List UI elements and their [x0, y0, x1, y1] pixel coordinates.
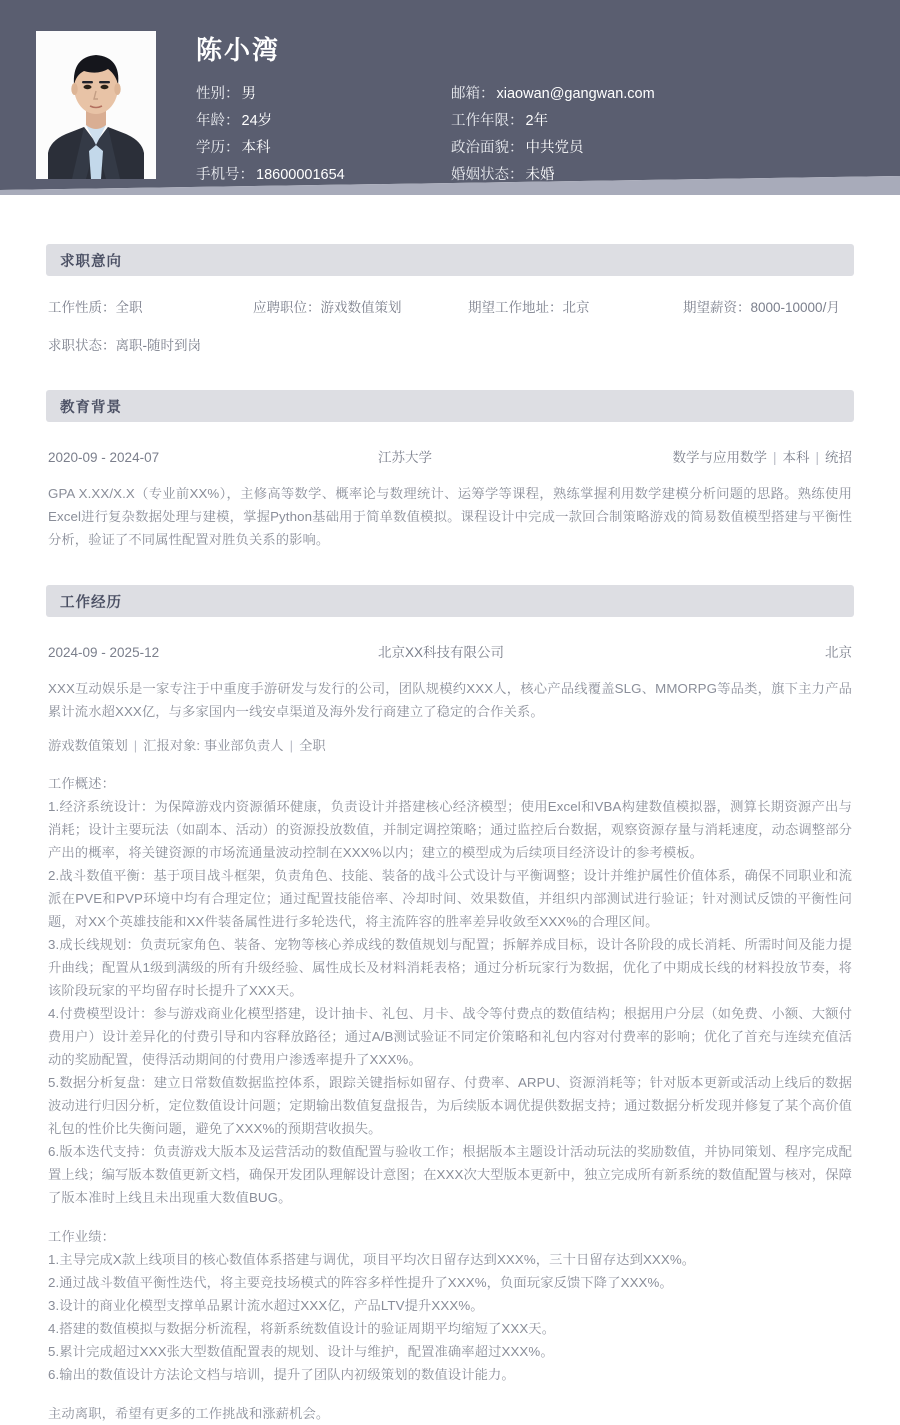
job-position-value: 游戏数值策划: [320, 300, 402, 315]
info-email: [451, 81, 900, 108]
divider-icon: |: [815, 450, 819, 465]
info-political: [451, 135, 900, 162]
job-intention-row-1: [48, 298, 852, 318]
work-achievement-item: 5.累计完成超过XXX张大型数值配置表的规划、设计与维护，配置准确率超过XXX%。: [48, 1344, 554, 1359]
info-marital-label: 婚姻状态：: [451, 167, 524, 183]
section-title-job-intention: 求职意向: [60, 253, 122, 270]
info-experience-label: 工作年限：: [451, 113, 524, 129]
job-status-value: 离职-随时到岗: [115, 338, 201, 353]
job-location: [468, 298, 683, 318]
job-nature-label: 工作性质：: [48, 300, 116, 315]
work-role-line: [48, 735, 852, 757]
job-intention-row-2: [48, 336, 852, 356]
work-date: 2024-09 - 2025-12: [48, 645, 160, 660]
divider-icon: |: [289, 738, 294, 753]
work-achievement-item: 6.输出的数值设计方法论文档与培训，提升了团队内初级策划的数值设计能力。: [48, 1367, 515, 1382]
info-education: [196, 135, 451, 162]
work-role-report: 汇报对象: 事业部负责人: [143, 738, 284, 753]
education-date: 2020-09 - 2024-07: [48, 450, 160, 465]
info-political-value: 中共党员: [525, 140, 584, 156]
info-email-label: 邮箱：: [451, 86, 495, 102]
job-location-value: 北京: [562, 300, 590, 315]
info-political-label: 政治面貌：: [451, 140, 524, 156]
info-phone-label: 手机号：: [196, 167, 254, 183]
info-phone-value: 18600001654: [256, 167, 345, 183]
info-gender-label: 性别：: [196, 86, 240, 102]
info-experience: [451, 108, 900, 135]
avatar: [36, 31, 156, 179]
job-salary-label: 期望薪资：: [683, 300, 751, 315]
section-body-education: [46, 448, 854, 551]
work-overview-item: 2.战斗数值平衡：基于项目战斗框架，负责角色、技能、装备的战斗公式设计与平衡调整；设计并维护属性价值体系，确保不同职业和流派在PVE和PVP环境中均有合理定位；通过配置技能倍率、冷却时间、效果数值，并组织内部测试进行验证；针对测试反馈的平衡性问题，对XX个英雄技能和XX件装备属性进行多轮迭代，将主流阵容的胜率差异收敛至XXX%的合理区间。: [48, 868, 852, 929]
identity-block: [196, 31, 900, 189]
work-achievement-item: 2.通过战斗数值平衡性迭代，将主要竞技场模式的阵容多样性提升了XXX%，负面玩家反馈下降了XXX%。: [48, 1275, 673, 1290]
info-age-value: 24岁: [241, 113, 273, 129]
education-school: 江苏大学: [378, 450, 432, 465]
resume-header: [0, 0, 900, 203]
divider-icon: |: [772, 450, 777, 465]
work-achievement-item: 3.设计的商业化模型支撑单品累计流水超过XXX亿，产品LTV提升XXX%。: [48, 1298, 484, 1313]
personal-info-grid: [196, 81, 900, 189]
info-gender-value: 男: [241, 86, 256, 102]
work-overview-item: 4.付费模型设计：参与游戏商业化模型搭建，设计抽卡、礼包、月卡、战令等付费点的数值结构；根据用户分层（如免费、小额、大额付费用户）设计差异化的付费引导和内容释放路径；通过A/B测试验证不同定价策略和礼包内容对付费率的影响；优化了首充与连续充值活动的奖励配置，使得活动期间的付费用户渗透率提升了XXX%。: [48, 1006, 852, 1067]
education-description: GPA X.XX/X.X（专业前XX%），主修高等数学、概率论与数理统计、运筹学等课程，熟练掌握利用数学建模分析问题的思路。熟练使用Excel进行复杂数据处理与建模，掌握Python基础用于简单数值模拟。课程设计中完成一款回合制策略游戏的简易数值模型搭建与平衡性分析，验证了不同属性配置对胜负关系的影响。: [48, 486, 852, 547]
work-achievement-item: 1.主导完成X款上线项目的核心数值体系搭建与调优，项目平均次日留存达到XXX%，三十日留存达到XXX%。: [48, 1252, 696, 1267]
job-location-label: 期望工作地址：: [468, 300, 563, 315]
section-header-education: [46, 390, 854, 422]
section-title-work: 工作经历: [60, 594, 122, 611]
info-phone: [196, 162, 451, 189]
job-nature: [48, 298, 253, 318]
divider-icon: |: [133, 738, 138, 753]
info-marital: [451, 162, 900, 189]
job-salary: [683, 298, 840, 318]
info-email-value: xiaowan@gangwan.com: [496, 86, 655, 102]
info-education-value: 本科: [241, 140, 271, 156]
info-education-label: 学历：: [196, 140, 240, 156]
work-leaving-reason: 主动离职，希望有更多的工作挑战和涨薪机会。: [48, 1406, 330, 1421]
work-entry-head: [48, 643, 852, 663]
work-overview-item: 6.版本迭代支持：负责游戏大版本及运营活动的数值配置与验收工作；根据版本主题设计活动玩法的奖励数值，并协同策划、程序完成配置上线；编写版本数值更新文档，确保开发团队理解设计意图；在XXX次大型版本更新中，独立完成所有新系统的数值配置与核对，保障了版本准时上线且未出现重大数值BUG。: [48, 1144, 852, 1205]
work-achievement-block: [48, 1225, 852, 1425]
work-role-title: 游戏数值策划: [48, 738, 128, 753]
work-achievement-item: 4.搭建的数值模拟与数据分析流程，将新系统数值设计的验证周期平均缩短了XXX天。: [48, 1321, 556, 1336]
job-nature-value: 全职: [115, 300, 143, 315]
job-status: [48, 336, 253, 356]
section-title-education: 教育背景: [60, 399, 122, 416]
work-company-intro: XXX互动娱乐是一家专注于中重度手游研发与发行的公司，团队规模约XXX人，核心产品线覆盖SLG、MMORPG等品类，旗下主力产品累计流水超XXX亿，与多家国内一线安卓渠道及海外发行商建立了稳定的合作关系。: [48, 681, 852, 719]
work-location: 北京: [825, 645, 852, 660]
info-experience-value: 2年: [525, 113, 549, 129]
section-body-work: [46, 643, 854, 1425]
work-overview-item: 3.成长线规划：负责玩家角色、装备、宠物等核心养成线的数值规划与配置；拆解养成目标，设计各阶段的成长消耗、所需时间及能力提升曲线；配置从1级到满级的所有升级经验、属性成长及材料消耗表格；通过分析玩家行为数据，优化了中期成长线的材料投放节奏，将该阶段玩家的平均留存时长提升了XXX天。: [48, 937, 852, 998]
work-company: 北京XX科技有限公司: [378, 645, 505, 660]
section-header-job-intention: [46, 244, 854, 276]
job-status-label: 求职状态：: [48, 338, 116, 353]
section-body-job-intention: [46, 298, 854, 356]
info-age: [196, 108, 451, 135]
job-salary-value: 8000-10000/月: [750, 300, 840, 315]
work-overview-title: 工作概述：: [48, 776, 115, 791]
education-admission: 统招: [825, 450, 852, 465]
job-position: [253, 298, 468, 318]
info-age-label: 年龄：: [196, 113, 240, 129]
job-position-label: 应聘职位：: [253, 300, 321, 315]
candidate-name: 陈小湾: [196, 35, 281, 65]
work-overview-item: 1.经济系统设计：为保障游戏内资源循环健康，负责设计并搭建核心经济模型；使用Excel和VBA构建数值模拟器，测算长期资源产出与消耗；设计主要玩法（如副本、活动）的资源投放数值，并制定调控策略；通过监控后台数据，观察资源存量与消耗速度，动态调整部分产出的概率，将关键资源的市场流通量波动控制在XXX%以内；建立的模型成为后续项目经济设计的参考模板。: [48, 799, 852, 860]
info-gender: [196, 81, 451, 108]
section-header-work: [46, 585, 854, 617]
work-overview-block: [48, 772, 852, 1209]
work-role-type: 全职: [299, 738, 326, 753]
resume-body: [0, 244, 900, 1425]
education-entry-head: [48, 448, 852, 468]
education-degree: 本科: [782, 450, 810, 465]
info-marital-value: 未婚: [525, 167, 555, 183]
work-achievement-title: 工作业绩：: [48, 1229, 115, 1244]
education-major: 数学与应用数学: [672, 450, 767, 465]
work-overview-item: 5.数据分析复盘：建立日常数值数据监控体系，跟踪关键指标如留存、付费率、ARPU、资源消耗等；针对版本更新或活动上线后的数据波动进行归因分析，定位数值设计问题；定期输出数值复盘报告，为后续版本调优提供数据支持；通过数据分析发现并修复了某个高价值礼包的性价比失衡问题，避免了XXX%的预期营收损失。: [48, 1075, 852, 1136]
education-meta: [672, 448, 852, 468]
